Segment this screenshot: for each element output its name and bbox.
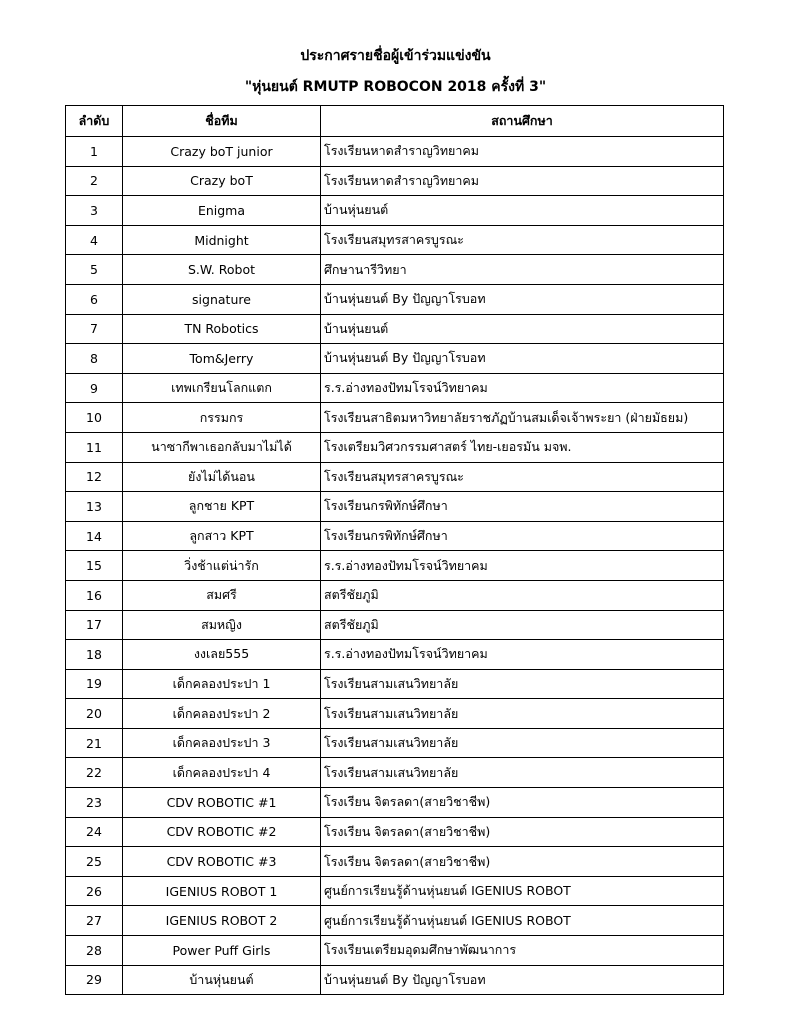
- team-name: นาซากีพาเธอกลับมาไม่ได้: [123, 432, 321, 462]
- table-row: [66, 580, 724, 610]
- row-number: 12: [66, 462, 123, 492]
- table-row: [66, 284, 724, 314]
- table-row: [66, 610, 724, 640]
- team-name: ลูกสาว KPT: [123, 521, 321, 551]
- school-name: โรงเรียนสามเสนวิทยาลัย: [321, 758, 724, 788]
- school-name: โรงเรียนสมุทรสาครบูรณะ: [321, 462, 724, 492]
- school-name: ศึกษานารีวิทยา: [321, 255, 724, 285]
- school-name: บ้านหุ่นยนต์: [321, 314, 724, 344]
- school-name: บ้านหุ่นยนต์ By ปัญญาโรบอท: [321, 965, 724, 995]
- table-row: [66, 166, 724, 196]
- school-name: โรงเรียนหาดสำราญวิทยาคม: [321, 137, 724, 167]
- table-row: [66, 551, 724, 581]
- table-row: [66, 255, 724, 285]
- table-row: [66, 403, 724, 433]
- team-name: เด็กคลองประปา 3: [123, 728, 321, 758]
- team-name: ลูกชาย KPT: [123, 492, 321, 522]
- table-row: [66, 876, 724, 906]
- row-number: 4: [66, 225, 123, 255]
- school-name: โรงเตรียมวิศวกรรมศาสตร์ ไทย-เยอรมัน มจพ.: [321, 432, 724, 462]
- table-row: [66, 640, 724, 670]
- school-name: โรงเรียนกรพิทักษ์ศึกษา: [321, 521, 724, 551]
- row-number: 8: [66, 344, 123, 374]
- team-name: เทพเกรียนโลกแตก: [123, 373, 321, 403]
- row-number: 20: [66, 699, 123, 729]
- table-row: [66, 314, 724, 344]
- team-name: กรรมกร: [123, 403, 321, 433]
- team-name: Tom&Jerry: [123, 344, 321, 374]
- table-row: [66, 462, 724, 492]
- row-number: 17: [66, 610, 123, 640]
- school-name: ร.ร.อ่างทองปัทมโรจน์วิทยาคม: [321, 640, 724, 670]
- team-name: CDV ROBOTIC #3: [123, 847, 321, 877]
- table-row: [66, 758, 724, 788]
- row-number: 2: [66, 166, 123, 196]
- school-name: บ้านหุ่นยนต์ By ปัญญาโรบอท: [321, 284, 724, 314]
- school-name: สตรีชัยภูมิ: [321, 580, 724, 610]
- row-number: 7: [66, 314, 123, 344]
- page-subtitle: "หุ่นยนต์ RMUTP ROBOCON 2018 ครั้งที่ 3": [244, 79, 547, 95]
- school-name: สตรีชัยภูมิ: [321, 610, 724, 640]
- table-body: [66, 137, 724, 995]
- school-name: โรงเรียนสมุทรสาครบูรณะ: [321, 225, 724, 255]
- table-row: [66, 521, 724, 551]
- team-name: S.W. Robot: [123, 255, 321, 285]
- row-number: 13: [66, 492, 123, 522]
- row-number: 9: [66, 373, 123, 403]
- team-name: Crazy boT: [123, 166, 321, 196]
- table-row: [66, 788, 724, 818]
- row-number: 26: [66, 876, 123, 906]
- row-number: 22: [66, 758, 123, 788]
- team-name: Crazy boT junior: [123, 137, 321, 167]
- row-number: 19: [66, 669, 123, 699]
- team-name: งงเลย555: [123, 640, 321, 670]
- school-name: ร.ร.อ่างทองปัทมโรจน์วิทยาคม: [321, 551, 724, 581]
- row-number: 6: [66, 284, 123, 314]
- table-row: [66, 373, 724, 403]
- row-number: 25: [66, 847, 123, 877]
- row-number: 5: [66, 255, 123, 285]
- school-name: โรงเรียนสาธิตมหาวิทยาลัยราชภัฏบ้านสมเด็จเจ้าพระยา (ฝ่ายมัธยม): [321, 403, 724, 433]
- team-name: signature: [123, 284, 321, 314]
- team-name: TN Robotics: [123, 314, 321, 344]
- table-row: [66, 669, 724, 699]
- team-name: CDV ROBOTIC #1: [123, 788, 321, 818]
- table-row: [66, 906, 724, 936]
- school-name: บ้านหุ่นยนต์: [321, 196, 724, 226]
- header-school: สถานศึกษา: [321, 106, 724, 137]
- table-header-row: [66, 106, 724, 137]
- table-row: [66, 137, 724, 167]
- table-row: [66, 817, 724, 847]
- row-number: 14: [66, 521, 123, 551]
- table-row: [66, 965, 724, 995]
- team-name: Midnight: [123, 225, 321, 255]
- row-number: 21: [66, 728, 123, 758]
- school-name: โรงเรียน จิตรลดา(สายวิชาชีพ): [321, 788, 724, 818]
- team-name: สมหญิง: [123, 610, 321, 640]
- school-name: บ้านหุ่นยนต์ By ปัญญาโรบอท: [321, 344, 724, 374]
- team-name: เด็กคลองประปา 1: [123, 669, 321, 699]
- table-row: [66, 225, 724, 255]
- participants-table: [65, 105, 724, 995]
- team-name: Power Puff Girls: [123, 936, 321, 966]
- team-name: IGENIUS ROBOT 1: [123, 876, 321, 906]
- team-name: บ้านหุ่นยนต์: [123, 965, 321, 995]
- row-number: 23: [66, 788, 123, 818]
- team-name: Enigma: [123, 196, 321, 226]
- school-name: โรงเรียนสามเสนวิทยาลัย: [321, 669, 724, 699]
- row-number: 28: [66, 936, 123, 966]
- team-name: IGENIUS ROBOT 2: [123, 906, 321, 936]
- row-number: 11: [66, 432, 123, 462]
- school-name: โรงเรียนเตรียมอุดมศึกษาพัฒนาการ: [321, 936, 724, 966]
- team-name: เด็กคลองประปา 2: [123, 699, 321, 729]
- row-number: 16: [66, 580, 123, 610]
- school-name: โรงเรียนหาดสำราญวิทยาคม: [321, 166, 724, 196]
- table-row: [66, 492, 724, 522]
- table-row: [66, 728, 724, 758]
- school-name: ศูนย์การเรียนรู้ด้านหุ่นยนต์ IGENIUS ROBOT: [321, 876, 724, 906]
- table-row: [66, 344, 724, 374]
- page-title: ประกาศรายชื่อผู้เข้าร่วมแข่งขัน: [300, 48, 491, 64]
- row-number: 1: [66, 137, 123, 167]
- team-name: ยังไม่ได้นอน: [123, 462, 321, 492]
- row-number: 15: [66, 551, 123, 581]
- team-name: เด็กคลองประปา 4: [123, 758, 321, 788]
- row-number: 27: [66, 906, 123, 936]
- row-number: 24: [66, 817, 123, 847]
- team-name: วิ่งช้าแต่น่ารัก: [123, 551, 321, 581]
- table-row: [66, 847, 724, 877]
- school-name: โรงเรียนสามเสนวิทยาลัย: [321, 728, 724, 758]
- row-number: 29: [66, 965, 123, 995]
- team-name: สมศรี: [123, 580, 321, 610]
- row-number: 10: [66, 403, 123, 433]
- team-name: CDV ROBOTIC #2: [123, 817, 321, 847]
- row-number: 3: [66, 196, 123, 226]
- header-team-name: ชื่อทีม: [123, 106, 321, 137]
- table-row: [66, 196, 724, 226]
- table-row: [66, 936, 724, 966]
- table-row: [66, 699, 724, 729]
- school-name: ร.ร.อ่างทองปัทมโรจน์วิทยาคม: [321, 373, 724, 403]
- school-name: โรงเรียน จิตรลดา(สายวิชาชีพ): [321, 847, 724, 877]
- school-name: ศูนย์การเรียนรู้ด้านหุ่นยนต์ IGENIUS ROBOT: [321, 906, 724, 936]
- header-number: ลำดับ: [66, 106, 123, 137]
- table-row: [66, 432, 724, 462]
- school-name: โรงเรียนกรพิทักษ์ศึกษา: [321, 492, 724, 522]
- row-number: 18: [66, 640, 123, 670]
- school-name: โรงเรียน จิตรลดา(สายวิชาชีพ): [321, 817, 724, 847]
- school-name: โรงเรียนสามเสนวิทยาลัย: [321, 699, 724, 729]
